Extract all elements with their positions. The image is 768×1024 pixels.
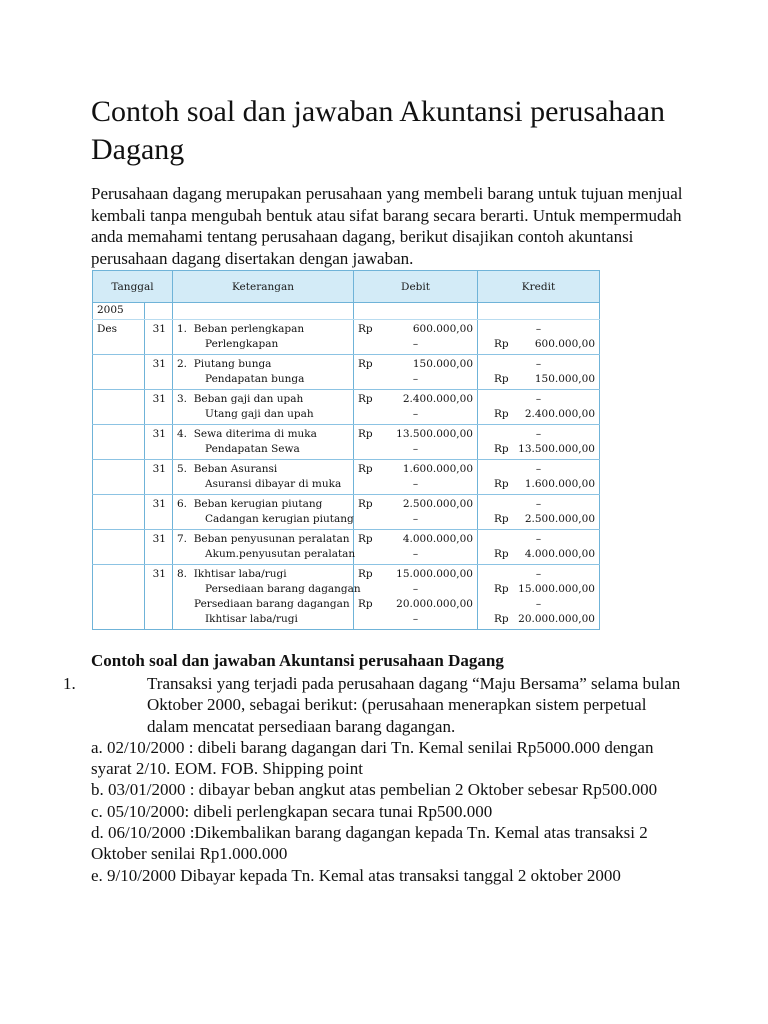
currency-label: Rp — [358, 463, 373, 475]
dash: – — [412, 548, 419, 560]
currency-label: Rp — [358, 568, 373, 580]
entry-number: 7. — [177, 533, 188, 545]
credit-amount: 4.000.000,00 — [524, 548, 595, 560]
currency-label: Rp — [494, 478, 509, 490]
credit-amount: 150.000,00 — [534, 373, 595, 385]
dash: – — [535, 533, 542, 545]
debit-account: Beban kerugian piutang — [193, 498, 323, 510]
debit-cell — [354, 460, 478, 495]
section-heading: Contoh soal dan jawaban Akuntansi perusahaan Dagang — [91, 651, 504, 670]
description-cell — [173, 530, 354, 565]
credit-amount: 2.500.000,00 — [524, 513, 595, 525]
debit-account: Beban Asuransi — [193, 463, 278, 475]
header-tanggal: Tanggal — [93, 271, 173, 303]
debit-cell — [354, 355, 478, 390]
currency-label: Rp — [494, 408, 509, 420]
debit-amount: 2.500.000,00 — [402, 498, 473, 510]
table-row — [93, 425, 600, 460]
dash: – — [535, 323, 542, 335]
currency-label: Rp — [494, 583, 509, 595]
question-item-d: d. 06/10/2000 :Dikembalikan barang dagangan kepada Tn. Kemal atas transaksi 2 Oktober senilai Rp1.000.000 — [91, 823, 648, 864]
debit-cell — [354, 495, 478, 530]
currency-label: Rp — [358, 358, 373, 370]
question-item-e: e. 9/10/2000 Dibayar kepada Tn. Kemal atas transaksi tanggal 2 oktober 2000 — [91, 865, 621, 885]
description-cell — [173, 460, 354, 495]
table-row — [93, 460, 600, 495]
day-cell: 31 — [145, 390, 173, 425]
question-item-b: b. 03/01/2000 : dibayar beban angkut atas pembelian 2 Oktober sebesar Rp500.000 — [91, 780, 658, 800]
dash: – — [412, 408, 419, 420]
day-cell: 31 — [145, 530, 173, 565]
credit-cell — [478, 460, 600, 495]
credit-cell — [478, 425, 600, 460]
credit-account: Utang gaji dan upah — [205, 408, 314, 420]
credit-cell — [478, 320, 600, 355]
credit-amount: 1.600.000,00 — [524, 478, 595, 490]
credit-amount: 20.000.000,00 — [518, 613, 595, 625]
intro-paragraph: Perusahaan dagang merupakan perusahaan yang membeli barang untuk tujuan menjual kembali tanpa mengubah bentuk atau sifat barang secara berarti. Untuk mempermudah anda memahami tentang perusahaan dagang, berikut disajikan contoh akuntansi perusahaan dagang disertakan dengan jawaban. — [91, 184, 683, 268]
credit-account: Ikhtisar laba/rugi — [205, 613, 298, 625]
day-cell: 31 — [145, 355, 173, 390]
table-header-row — [93, 271, 600, 303]
table-row-year — [93, 303, 600, 320]
description-cell — [173, 495, 354, 530]
debit-amount: 1.600.000,00 — [402, 463, 473, 475]
dash: – — [535, 568, 542, 580]
entry-number: 8. — [177, 568, 188, 580]
header-keterangan: Keterangan — [173, 271, 354, 303]
credit-cell — [478, 355, 600, 390]
table-row — [93, 390, 600, 425]
dash: – — [535, 498, 542, 510]
description-cell — [173, 320, 354, 355]
credit-account: Pendapatan bunga — [205, 373, 305, 385]
currency-label: Rp — [358, 323, 373, 335]
question-item-a: a. 02/10/2000 : dibeli barang dagangan dari Tn. Kemal senilai Rp5000.000 dengan syarat 2/10. EOM. FOB. Shipping point — [91, 737, 654, 779]
debit-cell — [354, 565, 478, 630]
question-number: 1. — [63, 674, 76, 693]
dash: – — [535, 358, 542, 370]
dash: – — [412, 583, 419, 595]
debit-cell — [354, 390, 478, 425]
credit-account: Persediaan barang dagangan — [205, 583, 361, 595]
table-row — [93, 565, 600, 630]
question-body — [91, 673, 691, 886]
currency-label: Rp — [358, 598, 373, 610]
day-cell: 31 — [145, 495, 173, 530]
currency-label: Rp — [494, 548, 509, 560]
dash: – — [412, 443, 419, 455]
header-debit: Debit — [354, 271, 478, 303]
question-item-c: c. 05/10/2000: dibeli perlengkapan secara tunai Rp500.000 — [91, 801, 493, 821]
debit-cell — [354, 530, 478, 565]
table-row — [93, 530, 600, 565]
description-cell — [173, 390, 354, 425]
day-cell: 31 — [145, 320, 173, 355]
dash: – — [535, 393, 542, 405]
currency-label: Rp — [358, 498, 373, 510]
dash: – — [412, 478, 419, 490]
dash: – — [412, 338, 419, 350]
table-row — [93, 495, 600, 530]
table-row — [93, 355, 600, 390]
entry-number: 2. — [177, 358, 188, 370]
credit-account: Akum.penyusutan peralatan — [205, 548, 356, 560]
credit-amount: 600.000,00 — [534, 338, 595, 350]
debit-amount: 2.400.000,00 — [402, 393, 473, 405]
debit-amount: 13.500.000,00 — [396, 428, 473, 440]
dash: – — [535, 463, 542, 475]
month-cell: Des — [93, 320, 145, 355]
currency-label: Rp — [494, 443, 509, 455]
credit-account: Pendapatan Sewa — [205, 443, 300, 455]
credit-amount: 13.500.000,00 — [518, 443, 595, 455]
debit-account: Beban gaji dan upah — [193, 393, 304, 405]
debit-account: Ikhtisar laba/rugi — [193, 568, 287, 580]
currency-label: Rp — [494, 513, 509, 525]
credit-cell — [478, 390, 600, 425]
day-cell: 31 — [145, 565, 173, 630]
journal-table-figure — [92, 270, 599, 630]
description-cell — [173, 565, 361, 630]
debit-amount: 15.000.000,00 — [396, 568, 473, 580]
day-cell: 31 — [145, 425, 173, 460]
debit-account: Piutang bunga — [193, 358, 272, 370]
debit-account: Persediaan barang dagangan — [194, 598, 350, 610]
credit-account: Cadangan kerugian piutang — [205, 513, 354, 525]
table-row — [93, 320, 600, 355]
credit-account: Asuransi dibayar di muka — [205, 478, 342, 490]
debit-amount: 600.000,00 — [412, 323, 473, 335]
adjusting-journal-table — [92, 270, 600, 630]
table-body — [93, 303, 600, 630]
currency-label: Rp — [358, 393, 373, 405]
credit-cell — [478, 565, 600, 630]
currency-label: Rp — [358, 533, 373, 545]
entry-number: 3. — [177, 393, 188, 405]
currency-label: Rp — [494, 373, 509, 385]
entry-number: 5. — [177, 463, 188, 475]
entry-number: 4. — [177, 428, 188, 440]
page-title: Contoh soal dan jawaban Akuntansi perusahaan Dagang — [91, 95, 666, 166]
credit-amount: 2.400.000,00 — [524, 408, 595, 420]
header-kredit: Kredit — [478, 271, 600, 303]
currency-label: Rp — [494, 613, 509, 625]
day-cell: 31 — [145, 460, 173, 495]
description-cell — [173, 425, 354, 460]
credit-cell — [478, 495, 600, 530]
dash: – — [412, 613, 419, 625]
year-cell: 2005 — [93, 303, 145, 320]
debit-cell — [354, 425, 478, 460]
dash: – — [535, 598, 542, 610]
debit-account: Beban perlengkapan — [193, 323, 305, 335]
question-intro: Transaksi yang terjadi pada perusahaan dagang “Maju Bersama” selama bulan Oktober 2000, sebagai berikut: (perusahaan menerapkan sistem perpetual dalam mencatat persediaan barang dagangan. — [147, 674, 681, 736]
debit-amount: 20.000.000,00 — [396, 598, 473, 610]
currency-label: Rp — [494, 338, 509, 350]
entry-number: 1. — [177, 323, 188, 335]
description-cell — [173, 355, 354, 390]
debit-account: Beban penyusunan peralatan — [193, 533, 350, 545]
dash: – — [412, 373, 419, 385]
debit-amount: 4.000.000,00 — [402, 533, 473, 545]
debit-cell — [354, 320, 478, 355]
dash: – — [412, 513, 419, 525]
credit-cell — [478, 530, 600, 565]
dash: – — [535, 428, 542, 440]
credit-account: Perlengkapan — [205, 338, 279, 350]
entry-number: 6. — [177, 498, 188, 510]
debit-account: Sewa diterima di muka — [193, 428, 317, 440]
currency-label: Rp — [358, 428, 373, 440]
debit-amount: 150.000,00 — [412, 358, 473, 370]
credit-amount: 15.000.000,00 — [518, 583, 595, 595]
